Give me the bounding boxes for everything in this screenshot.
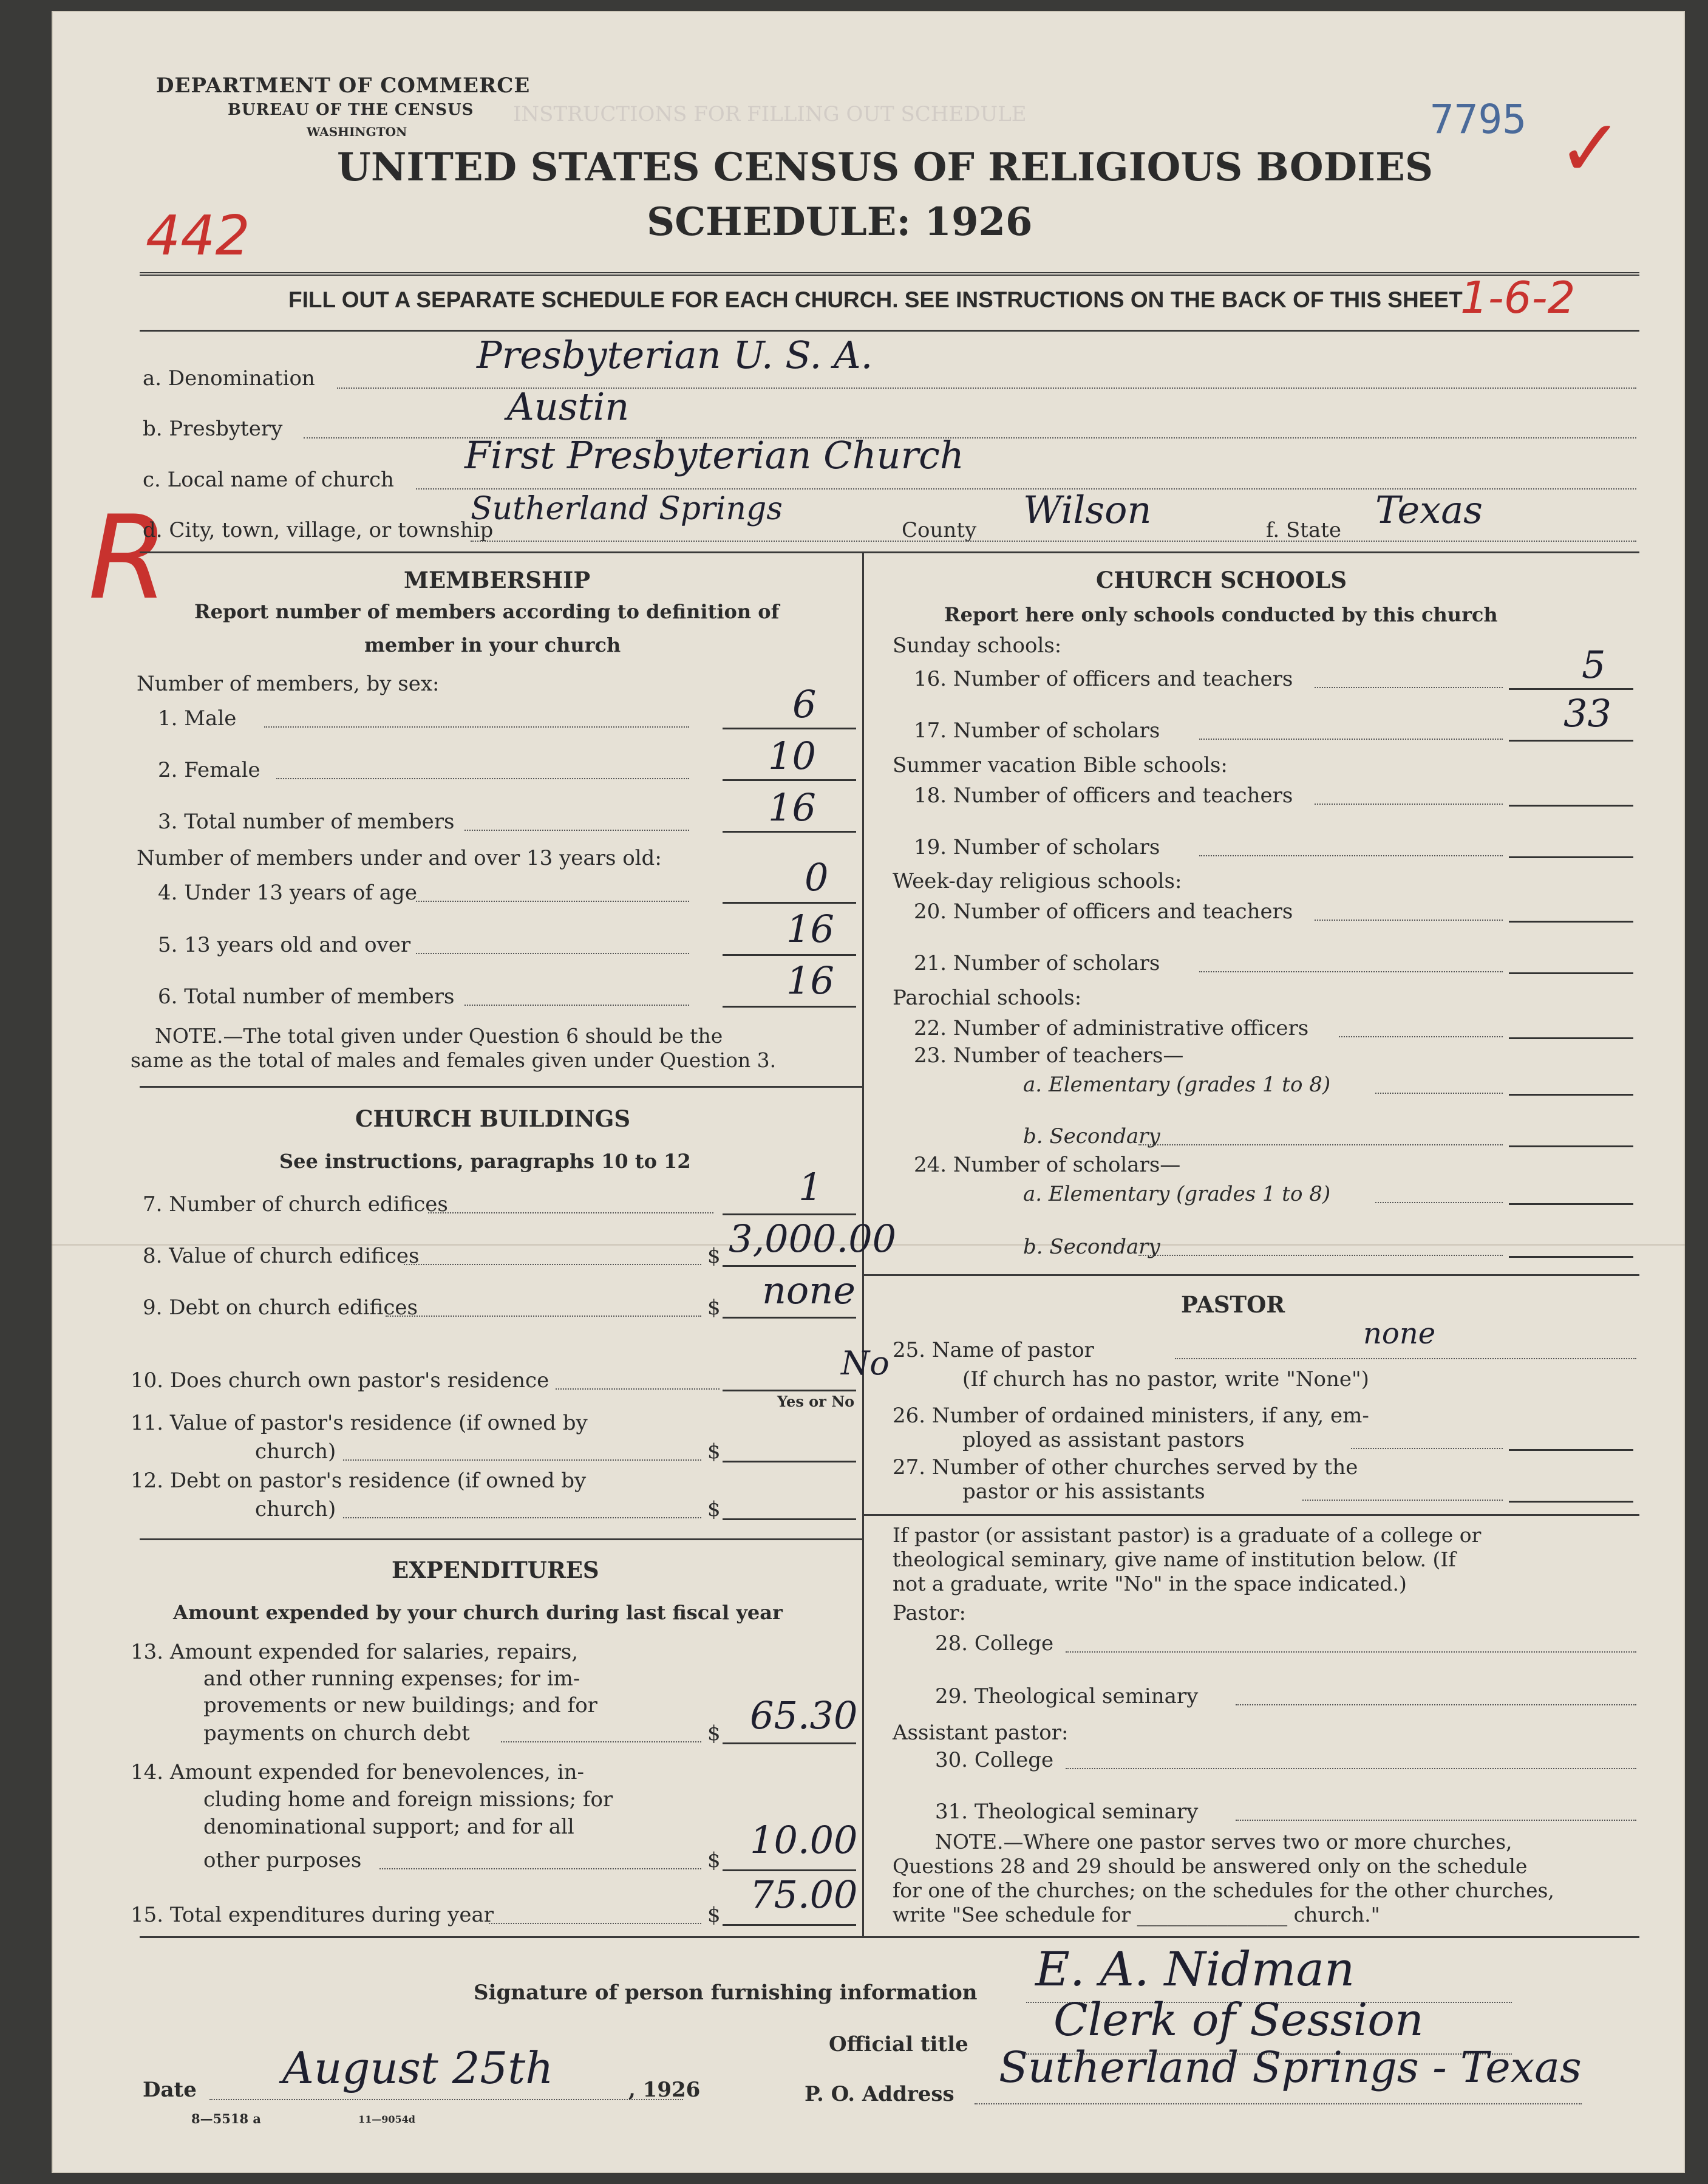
- answer-line: [1509, 856, 1633, 858]
- date-label: Date: [143, 2078, 197, 2102]
- pastor-note-2: Questions 28 and 29 should be answered only on the schedule: [893, 1854, 1528, 1878]
- answer-line: [723, 1461, 856, 1462]
- answer-line: [723, 1742, 856, 1744]
- q14-line-1: 14. Amount expended for benevolences, in-: [131, 1760, 585, 1784]
- dotted-line: [343, 1459, 701, 1461]
- graduate-note-1: If pastor (or assistant pastor) is a graduate of a college or: [893, 1523, 1482, 1547]
- q23b-label: b. Secondary: [1023, 1124, 1160, 1148]
- q24b-label: b. Secondary: [1023, 1235, 1160, 1259]
- q11-label-a: 11. Value of pastor's residence (if owned by: [131, 1411, 588, 1435]
- q10-hint: Yes or No: [777, 1393, 855, 1410]
- q4-value: 0: [805, 855, 829, 899]
- dotted-line: [1375, 1202, 1503, 1203]
- rule: [862, 1514, 1639, 1516]
- q14-line-4: other purposes: [203, 1848, 362, 1872]
- q16-label: 16. Number of officers and teachers: [914, 667, 1293, 691]
- answer-line: [1509, 1501, 1633, 1503]
- q15-value: 75.00: [750, 1872, 858, 1917]
- city-value: Sutherland Springs: [471, 491, 783, 527]
- answer-line: [1509, 921, 1633, 923]
- q16-value: 5: [1582, 643, 1606, 687]
- dotted-line: [209, 2099, 683, 2100]
- q30-label: 30. College: [935, 1748, 1054, 1772]
- summer-schools-label: Summer vacation Bible schools:: [893, 753, 1228, 777]
- form-title: UNITED STATES CENSUS OF RELIGIOUS BODIES: [337, 145, 1434, 190]
- form-code-1: 8—5518 a: [191, 2111, 261, 2126]
- answer-line: [723, 1869, 856, 1871]
- state-label: f. State: [1266, 518, 1341, 542]
- q3-value: 16: [768, 785, 816, 830]
- answer-line: [723, 1317, 856, 1319]
- pastor-note-1: NOTE.—Where one pastor serves two or more churches,: [935, 1830, 1512, 1854]
- signature-label: Signature of person furnishing information: [474, 1981, 978, 2005]
- annotation-right-code: 1-6-2: [1460, 272, 1576, 323]
- dotted-line: [1199, 739, 1503, 740]
- rule: [862, 1274, 1639, 1276]
- q25-hint: (If church has no pastor, write "None"): [962, 1367, 1369, 1391]
- denomination-value: Presbyterian U. S. A.: [477, 333, 873, 377]
- q26-label-a: 26. Number of ordained ministers, if any, em-: [893, 1404, 1369, 1428]
- schools-heading: CHURCH SCHOOLS: [1096, 567, 1347, 593]
- answer-line: [1509, 688, 1633, 690]
- dotted-line: [1302, 1500, 1503, 1501]
- q25-label: 25. Name of pastor: [893, 1338, 1094, 1362]
- dotted-line: [1199, 855, 1503, 856]
- pastor-heading: PASTOR: [1181, 1291, 1285, 1318]
- dollar-sign: $: [707, 1244, 721, 1268]
- dotted-line: [556, 1388, 720, 1390]
- q5-label: 5. 13 years old and over: [158, 933, 411, 957]
- q14-line-3: denominational support; and for all: [203, 1815, 574, 1839]
- answer-line: [723, 1390, 856, 1391]
- annotation-top-left: 442: [146, 204, 250, 268]
- dotted-line: [1351, 1448, 1503, 1449]
- dotted-line: [428, 1212, 713, 1213]
- answer-line: [723, 1924, 856, 1926]
- expenditures-sub: Amount expended by your church during last fiscal year: [173, 1601, 783, 1624]
- dotted-line: [1066, 1651, 1636, 1653]
- county-value: Wilson: [1023, 488, 1152, 532]
- answer-line: [723, 728, 856, 729]
- dotted-line: [1339, 1036, 1503, 1037]
- q8-value: 3,000.00: [729, 1217, 897, 1261]
- q4-label: 4. Under 13 years of age: [158, 881, 417, 905]
- rule: [140, 272, 1639, 276]
- parochial-schools-label: Parochial schools:: [893, 986, 1082, 1010]
- department-line: DEPARTMENT OF COMMERCE: [156, 73, 531, 98]
- answer-line: [1509, 805, 1633, 807]
- rule: [140, 551, 1639, 553]
- q13-value: 65.30: [750, 1693, 858, 1738]
- dotted-line: [1236, 1820, 1636, 1821]
- q17-label: 17. Number of scholars: [914, 718, 1160, 743]
- dotted-line: [404, 1264, 701, 1265]
- dotted-line: [379, 1868, 701, 1869]
- dotted-line: [343, 1517, 701, 1518]
- answer-line: [723, 831, 856, 833]
- answer-line: [723, 1265, 856, 1267]
- answer-line: [1509, 1037, 1633, 1039]
- q7-label: 7. Number of church edifices: [143, 1192, 448, 1217]
- dotted-line: [1315, 804, 1503, 805]
- q12-label-b: church): [255, 1497, 336, 1521]
- dotted-line: [1066, 1768, 1636, 1769]
- q1-value: 6: [792, 682, 817, 726]
- q12-label-a: 12. Debt on pastor's residence (if owned by: [131, 1469, 587, 1493]
- membership-heading: MEMBERSHIP: [404, 567, 591, 593]
- q26-label-b: ployed as assistant pastors: [962, 1428, 1245, 1452]
- answer-line: [1509, 972, 1633, 974]
- q13-line-4: payments on church debt: [203, 1721, 470, 1745]
- bleed-through-heading: INSTRUCTIONS FOR FILLING OUT SCHEDULE: [513, 102, 1027, 126]
- weekday-schools-label: Week-day religious schools:: [893, 869, 1182, 893]
- q27-label-a: 27. Number of other churches served by the: [893, 1455, 1358, 1479]
- q8-label: 8. Value of church edifices: [143, 1244, 420, 1268]
- q31-label: 31. Theological seminary: [935, 1800, 1199, 1824]
- answer-line: [1509, 740, 1633, 742]
- rule: [140, 1538, 862, 1540]
- dotted-line: [1138, 1255, 1503, 1256]
- q11-label-b: church): [255, 1439, 336, 1464]
- dotted-line: [1315, 687, 1503, 688]
- city-line: WASHINGTON: [307, 125, 407, 139]
- schedule-title: SCHEDULE: 1926: [647, 199, 1033, 245]
- membership-note-1: NOTE.—The total given under Question 6 should be the: [155, 1024, 723, 1048]
- dotted-line: [416, 901, 689, 902]
- q6-value: 16: [786, 958, 834, 1003]
- form-code-2: 11—9054d: [358, 2114, 415, 2125]
- q3-label: 3. Total number of members: [158, 810, 455, 834]
- official-title-label: Official title: [829, 2032, 968, 2056]
- separate-schedule-instruction: FILL OUT A SEPARATE SCHEDULE FOR EACH CHURCH. SEE INSTRUCTIONS ON THE BACK OF THIS SHEET: [288, 287, 1463, 312]
- q27-label-b: pastor or his assistants: [962, 1479, 1205, 1504]
- schools-sub: Report here only schools conducted by this church: [944, 603, 1498, 626]
- dotted-line: [1175, 1358, 1636, 1359]
- q17-value: 33: [1563, 691, 1611, 735]
- q14-value: 10.00: [750, 1818, 858, 1862]
- age-heading: Number of members under and over 13 years old:: [137, 846, 662, 870]
- church-name-value: First Presbyterian Church: [464, 433, 964, 477]
- dotted-line: [464, 1005, 689, 1006]
- graduate-note-2: theological seminary, give name of institution below. (If: [893, 1548, 1456, 1571]
- membership-intro-1: Report number of members according to definition of: [194, 600, 780, 623]
- county-label: County: [902, 518, 977, 542]
- q5-value: 16: [786, 907, 834, 951]
- q23a-label: a. Elementary (grades 1 to 8): [1023, 1073, 1331, 1097]
- rule: [140, 1086, 862, 1088]
- q20-label: 20. Number of officers and teachers: [914, 899, 1293, 924]
- dotted-line: [464, 830, 689, 831]
- answer-line: [1509, 1094, 1633, 1096]
- q13-line-2: and other running expenses; for im-: [203, 1667, 580, 1691]
- dotted-line: [416, 953, 689, 954]
- presbytery-value: Austin: [507, 384, 630, 429]
- answer-line: [723, 902, 856, 904]
- dotted-line: [276, 778, 689, 779]
- dollar-sign: $: [707, 1439, 721, 1464]
- dotted-line: [1315, 920, 1503, 921]
- pastor-sub-label: Pastor:: [893, 1601, 966, 1625]
- expenditures-heading: EXPENDITURES: [392, 1557, 599, 1583]
- dotted-line: [386, 1316, 701, 1317]
- dotted-line: [471, 541, 1636, 542]
- address-label: P. O. Address: [805, 2082, 954, 2106]
- buildings-sub: See instructions, paragraphs 10 to 12: [279, 1150, 691, 1173]
- state-value: Texas: [1375, 488, 1483, 532]
- dotted-line: [1236, 1704, 1636, 1705]
- q25-value: none: [1363, 1317, 1436, 1351]
- dotted-line: [1138, 1144, 1503, 1145]
- graduate-note-3: not a graduate, write "No" in the space indicated.): [893, 1572, 1407, 1595]
- q14-line-2: cluding home and foreign missions; for: [203, 1787, 613, 1812]
- answer-line: [723, 1518, 856, 1520]
- dollar-sign: $: [707, 1295, 721, 1320]
- q21-label: 21. Number of scholars: [914, 951, 1160, 975]
- q10-value: No: [841, 1344, 890, 1382]
- dotted-line: [501, 1741, 701, 1742]
- q2-value: 10: [768, 734, 816, 778]
- q9-label: 9. Debt on church edifices: [143, 1295, 418, 1320]
- q28-label: 28. College: [935, 1631, 1054, 1656]
- church-name-label: c. Local name of church: [143, 468, 394, 492]
- q13-line-1: 13. Amount expended for salaries, repairs,: [131, 1640, 579, 1664]
- q7-value: 1: [798, 1165, 823, 1209]
- dollar-sign: $: [707, 1721, 721, 1745]
- answer-line: [1509, 1203, 1633, 1205]
- city-label: d. City, town, village, or township: [143, 518, 494, 542]
- dotted-line: [264, 726, 689, 728]
- answer-line: [723, 1006, 856, 1008]
- q19-label: 19. Number of scholars: [914, 835, 1160, 859]
- rule: [140, 330, 1639, 332]
- dollar-sign: $: [707, 1903, 721, 1927]
- q18-label: 18. Number of officers and teachers: [914, 783, 1293, 808]
- assistant-sub-label: Assistant pastor:: [893, 1721, 1069, 1745]
- q6-label: 6. Total number of members: [158, 985, 455, 1009]
- q1-label: 1. Male: [158, 706, 237, 731]
- dotted-line: [1199, 971, 1503, 972]
- buildings-heading: CHURCH BUILDINGS: [355, 1105, 631, 1132]
- membership-note-2: same as the total of males and females given under Question 3.: [131, 1048, 777, 1072]
- date-value: August 25th: [282, 2042, 554, 2094]
- answer-line: [723, 779, 856, 781]
- q9-value: none: [762, 1268, 856, 1312]
- q23-label: 23. Number of teachers—: [914, 1043, 1184, 1068]
- address-value: Sutherland Springs - Texas: [999, 2042, 1582, 2092]
- answer-line: [1509, 1449, 1633, 1451]
- dotted-line: [975, 2103, 1582, 2104]
- q24-label: 24. Number of scholars—: [914, 1153, 1181, 1177]
- dotted-line: [1375, 1093, 1503, 1094]
- membership-intro-2: member in your church: [364, 633, 621, 657]
- census-form-sheet: [52, 11, 1685, 2173]
- sunday-schools-label: Sunday schools:: [893, 633, 1062, 658]
- pastor-note-4: write "See schedule for _______________ church.": [893, 1903, 1380, 1926]
- members-by-sex-label: Number of members, by sex:: [137, 672, 440, 696]
- q2-label: 2. Female: [158, 758, 260, 782]
- official-title-value: Clerk of Session: [1053, 1994, 1424, 2046]
- q22-label: 22. Number of administrative officers: [914, 1016, 1309, 1040]
- signature-value: E. A. Nidman: [1035, 1942, 1355, 1997]
- date-year: , 1926: [628, 2078, 701, 2102]
- dotted-line: [489, 1923, 701, 1924]
- rule: [140, 1936, 1639, 1938]
- pastor-note-3: for one of the churches; on the schedules for the other churches,: [893, 1879, 1554, 1902]
- answer-line: [723, 954, 856, 956]
- q13-line-3: provements or new buildings; and for: [203, 1693, 597, 1718]
- q10-label: 10. Does church own pastor's residence: [131, 1368, 549, 1393]
- q15-label: 15. Total expenditures during year: [131, 1903, 494, 1927]
- annotation-left-letter: R: [88, 491, 169, 625]
- denomination-label: a. Denomination: [143, 366, 315, 391]
- stamp-number: 7795: [1430, 96, 1526, 143]
- q29-label: 29. Theological seminary: [935, 1684, 1199, 1708]
- presbytery-label: b. Presbytery: [143, 417, 283, 441]
- dollar-sign: $: [707, 1497, 721, 1521]
- answer-line: [1509, 1256, 1633, 1258]
- check-mark-icon: ✓: [1557, 102, 1624, 194]
- answer-line: [1509, 1145, 1633, 1147]
- answer-line: [723, 1213, 856, 1215]
- dollar-sign: $: [707, 1848, 721, 1872]
- bureau-line: BUREAU OF THE CENSUS: [228, 101, 474, 119]
- q24a-label: a. Elementary (grades 1 to 8): [1023, 1182, 1331, 1206]
